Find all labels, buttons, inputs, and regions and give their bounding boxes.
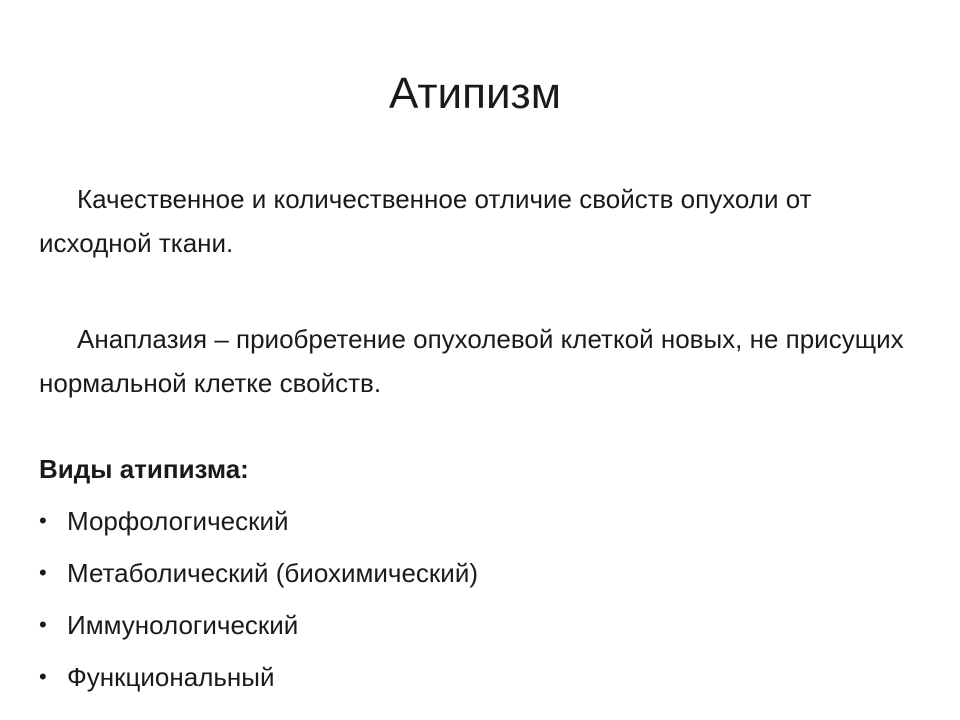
types-heading: Виды атипизма: — [39, 454, 249, 484]
bullet-icon: • — [39, 612, 47, 637]
bullet-icon: • — [39, 560, 47, 585]
types-list — [39, 495, 919, 703]
list-item — [39, 495, 919, 547]
slide-body — [39, 177, 919, 703]
list-item-label: Морфологический — [67, 506, 289, 536]
list-item-label: Иммунологический — [67, 610, 299, 640]
bullet-icon: • — [39, 664, 47, 689]
definition-paragraph: Качественное и количественное отличие свойств опухоли от исходной ткани. — [39, 184, 812, 258]
list-item — [39, 599, 919, 651]
list-item — [39, 651, 919, 703]
slide-title: Атипизм — [389, 69, 561, 118]
anaplasia-paragraph: Анаплазия – приобретение опухолевой клеткой новых, не присущих нормальной клетке свойств. — [39, 324, 904, 398]
bullet-icon: • — [39, 508, 47, 533]
list-item-label: Метаболический (биохимический) — [67, 558, 478, 588]
list-item-label: Функциональный — [67, 662, 275, 692]
list-item — [39, 547, 919, 599]
